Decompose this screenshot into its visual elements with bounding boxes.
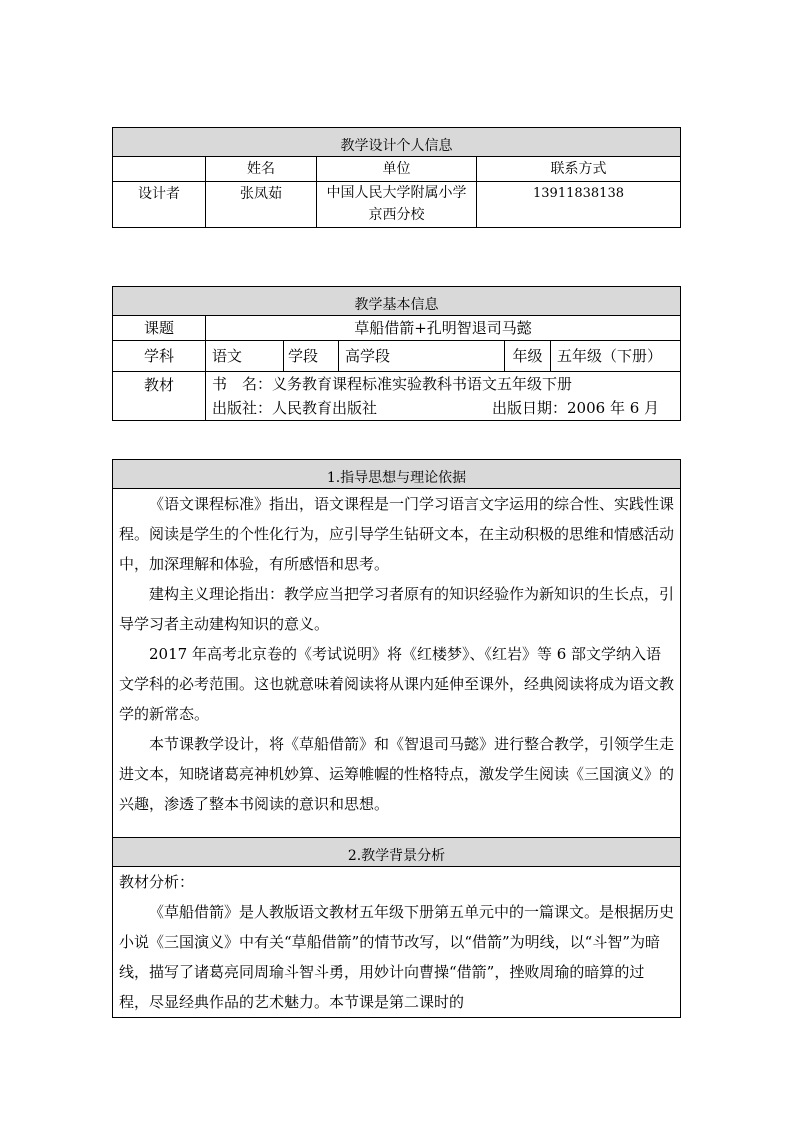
- grade-label: 年级: [505, 341, 551, 372]
- designer-contact: 13911838138: [477, 182, 681, 228]
- textbook-analysis-label: 教材分析：: [119, 873, 195, 891]
- section2-body: [113, 867, 681, 1018]
- content-table: [112, 459, 681, 1018]
- col-name: 姓名: [206, 157, 317, 182]
- subject-value: 语文: [206, 341, 284, 372]
- topic-label: 课题: [113, 316, 206, 341]
- personal-info-table: [112, 127, 681, 228]
- section2-paragraph: 《草船借箭》是人教版语文教材五年级下册第五单元中的一篇课文。是根据历史小说《三国演义》中有关“草船借箭”的情节改写，以“借箭”为明线，以“斗智”为暗线，描写了诸葛亮同周瑜斗智斗勇，用妙计向曹操“借箭”，挫败周瑜的暗算的过程，尽显经典作品的艺术魅力。本节课是第二课时的: [119, 903, 675, 1011]
- designer-label: 设计者: [113, 182, 206, 228]
- textbook-info: [206, 372, 681, 421]
- col-unit: 单位: [317, 157, 477, 182]
- stage-value: 高学段: [339, 341, 505, 372]
- section1-header: 1.指导思想与理论依据: [113, 460, 681, 489]
- col-contact: 联系方式: [477, 157, 681, 182]
- publish-date: 出版日期：2006 年 6 月: [492, 399, 660, 417]
- section1-paragraph: 《语文课程标准》指出，语文课程是一门学习语言文字运用的综合性、实践性课程。阅读是学生的个性化行为，应引导学生钻研文本，在主动积极的思维和情感活动中，加深理解和体验，有所感悟和思考。: [119, 495, 675, 573]
- publisher: 出版社：人民教育出版社: [212, 399, 378, 417]
- grade-value: 五年级（下册）: [551, 341, 681, 372]
- section1-body: [113, 489, 681, 838]
- textbook-label: 教材: [113, 372, 206, 421]
- section1-paragraph: 本节课教学设计，将《草船借箭》和《智退司马懿》进行整合教学，引领学生走进文本，知晓诸葛亮神机妙算、运筹帷幄的性格特点，激发学生阅读《三国演义》的兴趣，渗透了整本书阅读的意识和思想。: [119, 735, 675, 813]
- stage-label: 学段: [284, 341, 339, 372]
- section1-paragraph: 建构主义理论指出：教学应当把学习者原有的知识经验作为新知识的生长点，引导学习者主动建构知识的意义。: [119, 585, 675, 633]
- subject-label: 学科: [113, 341, 206, 372]
- section1-paragraph: 2017 年高考北京卷的《考试说明》将《红楼梦》、《红岩》等 6 部文学纳入语文学科的必考范围。这也就意味着阅读将从课内延伸至课外，经典阅读将成为语文教学的新常态。: [119, 645, 675, 723]
- basic-info-table: [112, 286, 681, 421]
- designer-unit: 中国人民大学附属小学 京西分校: [317, 182, 477, 228]
- designer-name: 张凤茹: [206, 182, 317, 228]
- personal-info-header: 教学设计个人信息: [113, 128, 681, 157]
- book-title: 书 名：义务教育课程标准实验教科书语文五年级下册: [212, 375, 573, 393]
- topic-value: 草船借箭+孔明智退司马懿: [206, 316, 681, 341]
- section2-header: 2.教学背景分析: [113, 838, 681, 867]
- basic-info-header: 教学基本信息: [113, 287, 681, 316]
